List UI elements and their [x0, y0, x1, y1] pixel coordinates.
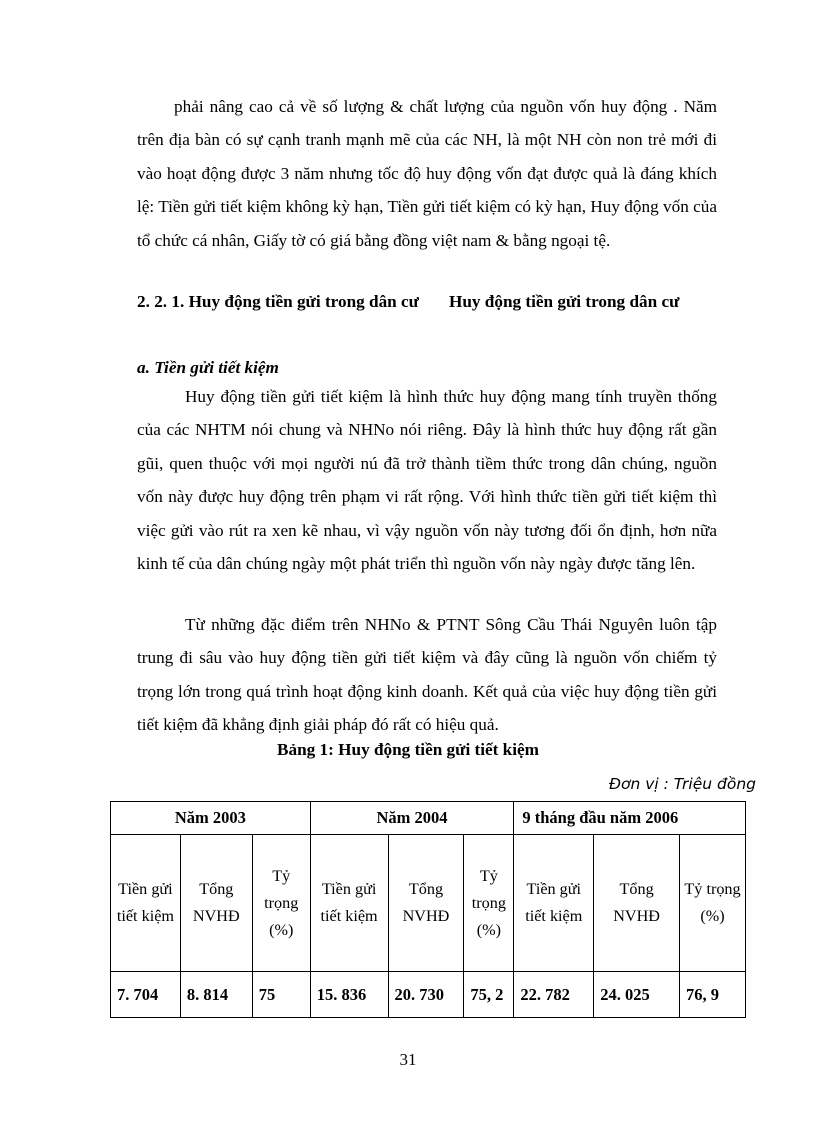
share-header: Tỷ trọng (%): [464, 835, 514, 972]
savings-header: Tiền gửi tiết kiệm: [111, 835, 181, 972]
total-header: Tổng NVHĐ: [594, 835, 680, 972]
year-2006-header: 9 tháng đầu năm 2006: [514, 802, 746, 835]
savings-header: Tiền gửi tiết kiệm: [514, 835, 594, 972]
value-cell: 20. 730: [388, 972, 464, 1018]
year-2003-header: Năm 2003: [111, 802, 311, 835]
total-header: Tổng NVHĐ: [388, 835, 464, 972]
share-header: Tỷ trọng (%): [680, 835, 746, 972]
year-2004-header: Năm 2004: [310, 802, 514, 835]
value-cell: 75, 2: [464, 972, 514, 1018]
table-subheader-row: [111, 835, 746, 972]
total-header: Tổng NVHĐ: [180, 835, 252, 972]
subsection-heading: a. Tiền gửi tiết kiệm: [137, 358, 279, 377]
paragraph-funding-intro: phải nâng cao cả về số lượng & chất lượng của nguồn vốn huy động . Năm trên địa bàn có sự cạnh tranh mạnh mẽ của các NH, là một NH còn non trẻ mới đi vào hoạt động được 3 năm nhưng tốc độ huy động vốn đạt được quả là đáng khích lệ: Tiền gửi tiết kiệm không kỳ hạn, Tiền gửi tiết kiệm có kỳ hạn, Huy động vốn của tổ chức cá nhân, Giấy tờ có giá bằng đồng việt nam & bằng ngoại tệ.: [137, 97, 717, 250]
section-heading: [137, 285, 727, 318]
savings-header: Tiền gửi tiết kiệm: [310, 835, 388, 972]
section-heading-repeat: Huy động tiền gửi trong dân cư: [448, 292, 680, 311]
table-unit: Đơn vị : Triệu đồng: [608, 775, 756, 793]
table-values-row: [111, 972, 746, 1018]
section-heading-text: 2. 2. 1. Huy động tiền gửi trong dân cư: [137, 292, 419, 311]
value-cell: 24. 025: [594, 972, 680, 1018]
value-cell: 76, 9: [680, 972, 746, 1018]
value-cell: 75: [252, 972, 310, 1018]
paragraph-savings-description: Huy động tiền gửi tiết kiệm là hình thức huy động mang tính truyền thống của các NHTM nói chung và NHNo nói riêng. Đây là hình thức huy động rất gần gũi, quen thuộc với mọi người nú đã trở thành tiềm thức trong dân chúng, nguồn vốn này được huy động trên phạm vi rất rộng. Với hình thức tiền gửi tiết kiệm thì việc gửi vào rút ra xen kẽ nhau, vì vậy nguồn vốn này tương đối ổn định, hơn nữa kinh tế của dân chúng ngày một phát triển thì nguồn vốn này ngày được tăng lên.: [137, 387, 717, 574]
paragraph-savings-results: Từ những đặc điểm trên NHNo & PTNT Sông Cầu Thái Nguyên luôn tập trung đi sâu vào huy động tiền gửi tiết kiệm và đây cũng là nguồn vốn chiếm tỷ trọng lớn trong quá trình hoạt động kinh doanh. Kết quả của việc huy động tiền gửi tiết kiệm đã khẳng định giải pháp đó rất có hiệu quả.: [137, 615, 717, 735]
page-number: 31: [399, 1050, 417, 1069]
share-header: Tỷ trọng (%): [252, 835, 310, 972]
table-title: Bảng 1: Huy động tiền gửi tiết kiệm: [277, 740, 539, 759]
value-cell: 22. 782: [514, 972, 594, 1018]
value-cell: 15. 836: [310, 972, 388, 1018]
value-cell: 8. 814: [180, 972, 252, 1018]
table-year-row: [111, 802, 746, 835]
savings-table: [110, 801, 746, 1018]
value-cell: 7. 704: [111, 972, 181, 1018]
